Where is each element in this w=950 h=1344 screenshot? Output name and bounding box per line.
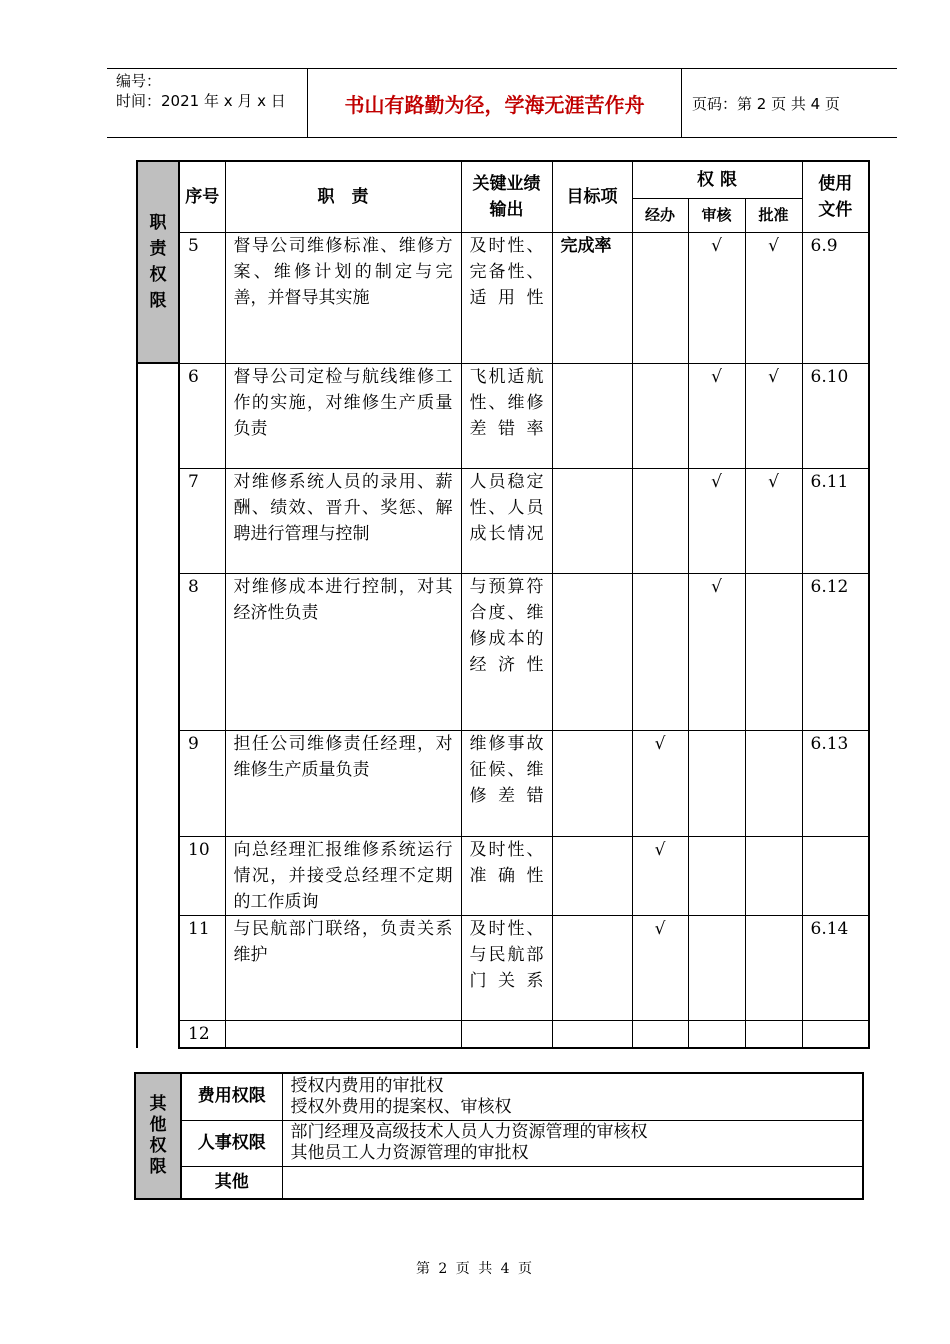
header-authority: 权 限 [632, 161, 802, 198]
row-review: √ [688, 363, 745, 468]
row-kpi: 及时性、准确性 [461, 836, 552, 915]
row-kpi: 及时性、与民航部门关系 [461, 915, 552, 1020]
header-approve: 批准 [745, 198, 802, 232]
row-doc [802, 836, 869, 915]
row-goal [552, 915, 632, 1020]
other-authority-text [282, 1166, 863, 1199]
row-approve [745, 730, 802, 836]
table-row [137, 836, 869, 915]
row-kpi: 与预算符合度、维修成本的经济性 [461, 573, 552, 730]
row-handle: √ [632, 836, 688, 915]
header-duty: 职 责 [225, 161, 461, 232]
row-doc: 6.11 [802, 468, 869, 573]
row-kpi [461, 1020, 552, 1048]
table-row [137, 468, 869, 573]
row-goal [552, 468, 632, 573]
row-approve [745, 836, 802, 915]
row-doc: 6.9 [802, 232, 869, 363]
row-goal: 完成率 [552, 232, 632, 363]
table-row [135, 1166, 863, 1199]
page-info: 页码：第 2 页 共 4 页 [692, 94, 840, 113]
row-approve: √ [745, 363, 802, 468]
row-number: 6 [179, 363, 225, 468]
hr-authority-label: 人事权限 [181, 1120, 282, 1166]
expense-authority-text: 授权内费用的审批权 授权外费用的提案权、审核权 [282, 1073, 863, 1120]
motto: 书山有路勤为径，学海无涯苦作舟 [308, 69, 682, 137]
table-row [137, 232, 869, 363]
row-doc: 6.10 [802, 363, 869, 468]
row-approve: √ [745, 468, 802, 573]
row-review: √ [688, 468, 745, 573]
row-kpi: 人员稳定性、人员成长情况 [461, 468, 552, 573]
row-doc: 6.12 [802, 573, 869, 730]
duty-table [136, 160, 870, 1049]
row-duty [225, 1020, 461, 1048]
table-row [137, 573, 869, 730]
row-doc [802, 1020, 869, 1048]
number-label: 编号： [116, 72, 162, 90]
row-approve [745, 573, 802, 730]
hr-authority-text: 部门经理及高级技术人员人力资源管理的审核权 其他员工人力资源管理的审批权 [282, 1120, 863, 1166]
header-kpi: 关键业绩输出 [461, 161, 552, 232]
other-authority-table [134, 1072, 864, 1200]
row-goal [552, 363, 632, 468]
row-review [688, 836, 745, 915]
row-kpi: 飞机适航性、维修差错率 [461, 363, 552, 468]
row-review [688, 915, 745, 1020]
table-row [135, 1073, 863, 1120]
row-handle [632, 468, 688, 573]
section-label-duties: 职责权限 [137, 161, 179, 363]
row-handle: √ [632, 915, 688, 1020]
row-doc: 6.14 [802, 915, 869, 1020]
row-duty: 与民航部门联络，负责关系维护 [225, 915, 461, 1020]
row-handle [632, 573, 688, 730]
row-number: 9 [179, 730, 225, 836]
header-handle: 经办 [632, 198, 688, 232]
header-seq: 序号 [179, 161, 225, 232]
section-side-filler [137, 363, 179, 1048]
row-goal [552, 1020, 632, 1048]
row-doc: 6.13 [802, 730, 869, 836]
row-kpi: 维修事故征候、维修差错 [461, 730, 552, 836]
page-footer: 第 2 页 共 4 页 [415, 1261, 535, 1277]
row-review [688, 1020, 745, 1048]
row-duty: 对维修系统人员的录用、薪酬、绩效、晋升、奖惩、解聘进行管理与控制 [225, 468, 461, 573]
row-number: 10 [179, 836, 225, 915]
table-row [137, 1020, 869, 1048]
row-duty: 对维修成本进行控制，对其经济性负责 [225, 573, 461, 730]
page-header [107, 68, 897, 138]
row-goal [552, 836, 632, 915]
table-row [137, 363, 869, 468]
row-number: 12 [179, 1020, 225, 1048]
row-duty: 督导公司定检与航线维修工作的实施，对维修生产质量负责 [225, 363, 461, 468]
row-handle [632, 363, 688, 468]
row-goal [552, 730, 632, 836]
row-goal [552, 573, 632, 730]
row-duty: 担任公司维修责任经理，对维修生产质量负责 [225, 730, 461, 836]
row-number: 7 [179, 468, 225, 573]
row-approve [745, 1020, 802, 1048]
header-review: 审核 [688, 198, 745, 232]
date-label: 时间：2021 年 x 月 x 日 [116, 92, 286, 110]
row-handle [632, 232, 688, 363]
section-label-other: 其他权限 [135, 1073, 181, 1199]
row-number: 8 [179, 573, 225, 730]
row-approve: √ [745, 232, 802, 363]
row-kpi: 及时性、完备性、适用性 [461, 232, 552, 363]
header-goal: 目标项 [552, 161, 632, 232]
expense-authority-label: 费用权限 [181, 1073, 282, 1120]
table-row [137, 915, 869, 1020]
row-approve [745, 915, 802, 1020]
other-authority-label: 其他 [181, 1166, 282, 1199]
row-duty: 督导公司维修标准、维修方案、维修计划的制定与完善，并督导其实施 [225, 232, 461, 363]
row-number: 5 [179, 232, 225, 363]
row-review: √ [688, 232, 745, 363]
row-number: 11 [179, 915, 225, 1020]
table-row [137, 730, 869, 836]
header-meta [107, 69, 308, 137]
header-doc: 使用文件 [802, 161, 869, 232]
table-row [135, 1120, 863, 1166]
row-review: √ [688, 573, 745, 730]
row-handle: √ [632, 730, 688, 836]
row-review [688, 730, 745, 836]
row-duty: 向总经理汇报维修系统运行情况，并接受总经理不定期的工作质询 [225, 836, 461, 915]
row-handle [632, 1020, 688, 1048]
